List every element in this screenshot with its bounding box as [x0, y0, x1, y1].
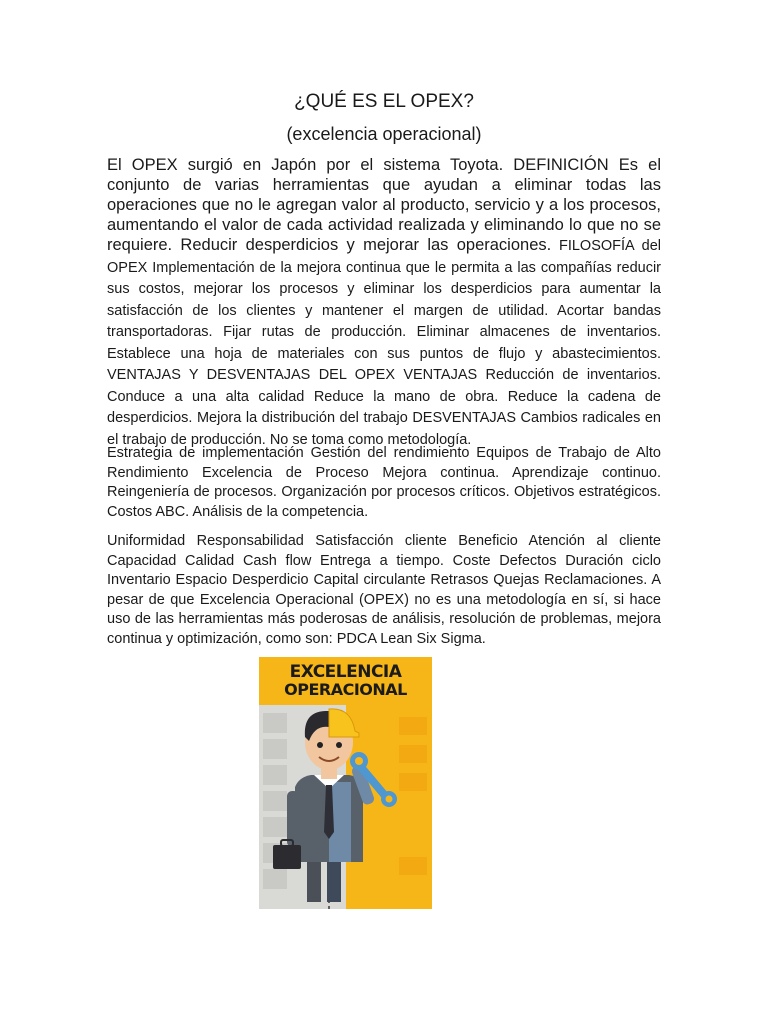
excelencia-operacional-cover-image: [259, 657, 432, 909]
paragraph-definition-main: El OPEX surgió en Japón por el sistema Toyota. DEFINICIÓN Es el conjunto de varias herramientas que ayudan a eliminar todas las operaciones que no le agregan valor al producto, servicio y a los procesos, aumentando el valor de cada actividad realizada y eliminando lo que no se requiere. Reducir desperdicios y mejorar las operaciones.: [107, 156, 661, 254]
briefcase-icon: [273, 845, 301, 869]
paragraph-philosophy: FILOSOFÍA del OPEX Implementación de la mejora continua que le permita a las compañías reducir sus costos, mejorar los procesos y eliminar los desperdicios para aumentar la satisfacción de los clientes y mantener el margen de utilidad. Acortar bandas transportadoras. Fijar rutas de producción. Eliminar almacenes de inventarios. Establece una hoja de materiales con sus puntos de flujo y abastecimientos. VENTAJAS Y DESVENTAJAS DEL OPEX VENTAJAS Reducción de inventarios. Conduce a una alta calidad Reduce la mano de obra. Reduce la cadena de desperdicios. Mejora la distribución del trabajo DESVENTAJAS Cambios radicales en el trabajo de producción. No se toma como metodología.: [107, 238, 662, 448]
cover-title-line2: OPERACIONAL: [284, 680, 407, 699]
paragraph-strategy: Estrategia de implementación Gestión del rendimiento Equipos de Trabajo de Alto Rendimiento Excelencia de Proceso Mejora continua. Aprendizaje continuo. Reingeniería de procesos. Organización por procesos críticos. Objetivos estratégicos. Costos ABC. Análisis de la competencia.: [107, 445, 661, 520]
paragraph-definition: [107, 155, 661, 450]
cover-title-line1: EXCELENCIA: [289, 662, 402, 682]
page-title: ¿QUÉ ES EL OPEX?: [294, 91, 474, 112]
page-subtitle: (excelencia operacional): [286, 124, 482, 144]
paragraph-indicators: Uniformidad Responsabilidad Satisfacción cliente Beneficio Atención al cliente Capacidad Calidad Cash flow Entrega a tiempo. Coste Defectos Duración ciclo Inventario Espacio Desperdicio Capital circulante Retrasos Quejas Reclamaciones. A pesar de que Excelencia Operacional (OPEX) no es una metodología en sí, si hace uso de las herramientas más poderosas de análisis, resolución de problemas, mejora continua y optimización, como son: PDCA Lean Six Sigma.: [107, 533, 661, 647]
